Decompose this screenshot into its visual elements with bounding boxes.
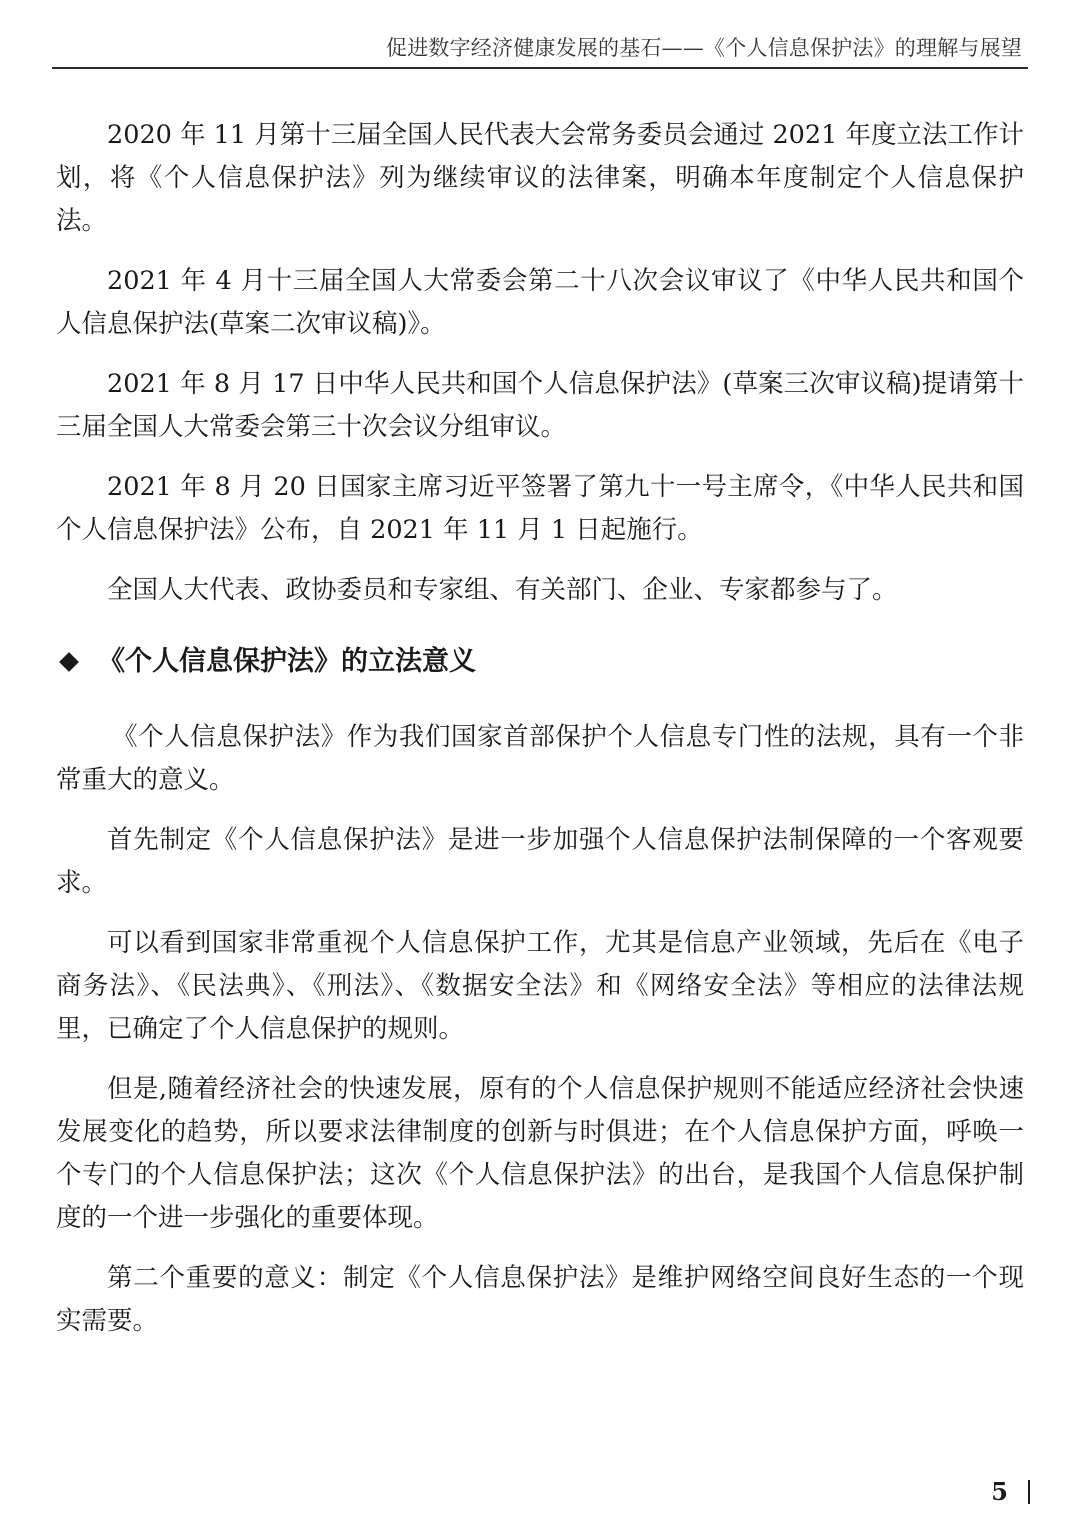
paragraph: 《个人信息保护法》作为我们国家首部保护个人信息专门性的法规，具有一个非常重大的意义。 bbox=[56, 722, 1024, 795]
paragraph: 首先制定《个人信息保护法》是进一步加强个人信息保护法制保障的一个客观要求。 bbox=[56, 825, 1024, 898]
paragraph: 2021 年 8 月 20 日国家主席习近平签署了第九十一号主席令，《中华人民共和国个人信息保护法》公布，自 2021 年 11 月 1 日起施行。 bbox=[56, 472, 1024, 545]
paragraph: 第二个重要的意义：制定《个人信息保护法》是维护网络空间良好生态的一个现实需要。 bbox=[56, 1263, 1024, 1336]
running-header-title: 促进数字经济健康发展的基石——《个人信息保护法》的理解与展望 bbox=[386, 36, 1022, 60]
page-number: 5 bbox=[991, 1477, 1008, 1506]
paragraph: 但是,随着经济社会的快速发展，原有的个人信息保护规则不能适应经济社会快速发展变化的趋势，所以要求法律制度的创新与时俱进；在个人信息保护方面，呼唤一个专门的个人信息保护法；这次《个人信息保护法》的出台，是我国个人信息保护制度的一个进一步强化的重要体现。 bbox=[56, 1074, 1024, 1233]
header-divider bbox=[52, 67, 1028, 69]
section-heading bbox=[56, 642, 1024, 682]
paragraph: 可以看到国家非常重视个人信息保护工作，尤其是信息产业领域，先后在《电子商务法》、《民法典》、《刑法》、《数据安全法》和《网络安全法》等相应的法律法规里，已确定了个人信息保护的规则。 bbox=[56, 928, 1024, 1044]
body-text bbox=[56, 114, 1024, 1360]
page-footer bbox=[991, 1477, 1030, 1506]
footer-divider bbox=[1028, 1480, 1030, 1504]
paragraph: 2020 年 11 月第十三届全国人民代表大会常务委员会通过 2021 年度立法工作计划，将《个人信息保护法》列为继续审议的法律案，明确本年度制定个人信息保护法。 bbox=[56, 120, 1024, 236]
paragraph: 2021 年 8 月 17 日中华人民共和国个人信息保护法》(草案三次审议稿)提请第十三届全国人大常委会第三十次会议分组审议。 bbox=[56, 369, 1024, 442]
paragraph: 全国人大代表、政协委员和专家组、有关部门、企业、专家都参与了。 bbox=[107, 575, 898, 605]
diamond-bullet-icon bbox=[59, 652, 79, 672]
paragraph: 2021 年 4 月十三届全国人大常委会第二十八次会议审议了《中华人民共和国个人信息保护法(草案二次审议稿)》。 bbox=[56, 266, 1024, 339]
section-heading-text: 《个人信息保护法》的立法意义 bbox=[98, 646, 476, 677]
